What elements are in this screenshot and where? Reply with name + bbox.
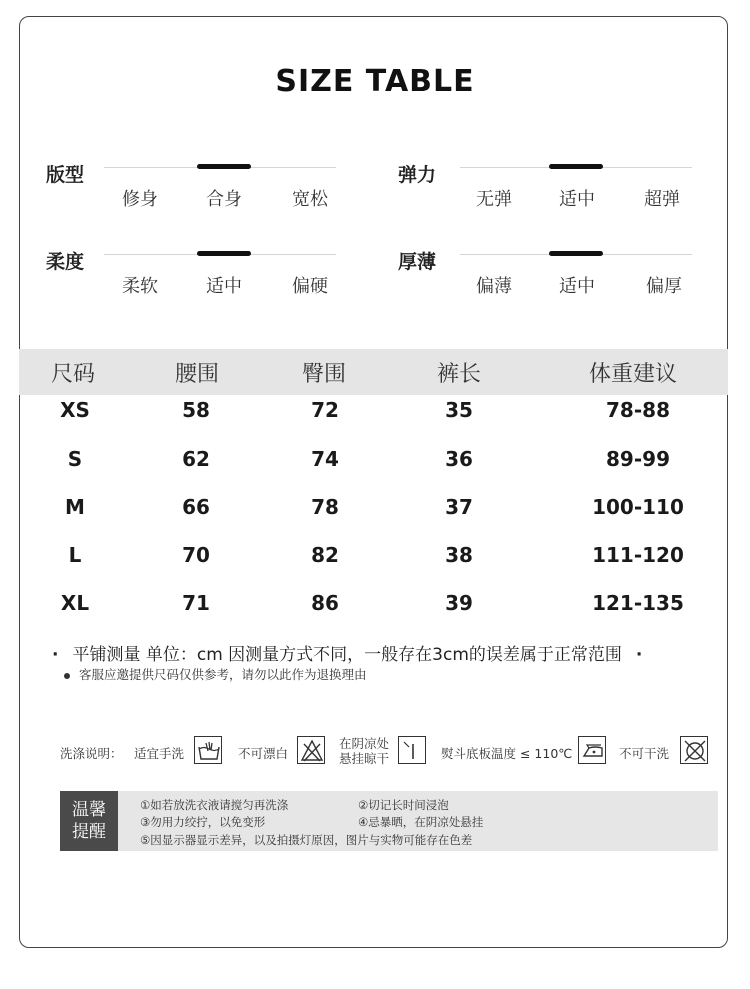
- scale-option: 超弹: [644, 189, 680, 210]
- attribute-name: 弹力: [398, 164, 437, 186]
- tips-badge: [60, 791, 118, 851]
- tip-item: ②切记长时间浸泡: [358, 798, 449, 812]
- no-dry-clean-icon: [680, 736, 708, 764]
- header-hip: 臀围: [302, 362, 347, 387]
- scale-option: 偏厚: [646, 276, 682, 297]
- scale-option: 宽松: [292, 189, 328, 210]
- table-cell: 70: [182, 543, 210, 567]
- bullet-icon: [64, 673, 70, 679]
- table-cell: 100-110: [592, 495, 684, 519]
- page-title: SIZE TABLE: [275, 64, 475, 99]
- no-bleach-icon: [297, 736, 325, 764]
- service-note-text: 客服应邀提供尺码仅供参考，请勿以此作为退换理由: [79, 667, 367, 682]
- scale-marker: [197, 251, 251, 256]
- washing-text: 适宜手洗: [134, 746, 185, 761]
- attribute-elasticity: [398, 160, 718, 220]
- table-cell: 72: [311, 398, 339, 422]
- table-cell: 74: [311, 447, 339, 471]
- table-cell: 78-88: [606, 398, 670, 422]
- measure-note-text: 平铺测量 单位：cm 因测量方式不同，一般存在3cm的误差属于正常范围: [72, 645, 622, 665]
- table-cell: 39: [445, 591, 473, 615]
- attribute-name: 厚薄: [398, 251, 437, 273]
- table-cell: 86: [311, 591, 339, 615]
- line-dry-shade-icon: [398, 736, 426, 764]
- table-cell: XL: [60, 591, 90, 615]
- table-cell: 36: [445, 447, 473, 471]
- tip-item: ④忌暴晒，在阴凉处悬挂: [358, 815, 484, 829]
- scale-marker: [549, 251, 603, 256]
- attribute-fit: [46, 160, 366, 220]
- scale-option: 合身: [206, 189, 242, 210]
- scale-option: 适中: [559, 276, 595, 297]
- scale-option: 偏硬: [292, 276, 328, 297]
- washing-text: 在阴凉处 悬挂晾干: [339, 736, 390, 766]
- header-waist: 腰围: [175, 362, 220, 387]
- washing-text: 不可漂白: [238, 746, 289, 761]
- hand-wash-icon: [194, 736, 222, 764]
- table-cell: S: [67, 447, 83, 471]
- washing-text: 不可干洗: [619, 746, 670, 761]
- tip-item: ⑤因显示器显示差异，以及拍摄灯原因，图片与实物可能存在色差: [140, 833, 473, 847]
- table-cell: 66: [182, 495, 210, 519]
- measure-note: [52, 640, 642, 665]
- tips-badge-line: 温馨: [72, 800, 106, 820]
- scale-option: 偏薄: [476, 276, 512, 297]
- tip-item: ①如若放洗衣液请搅匀再洗涤: [140, 798, 289, 812]
- table-cell: 62: [182, 447, 210, 471]
- table-cell: 37: [445, 495, 473, 519]
- scale-option: 柔软: [122, 276, 158, 297]
- tip-item: ③勿用力绞拧，以免变形: [140, 815, 266, 829]
- note-dot: ·: [52, 645, 59, 665]
- table-cell: 35: [445, 398, 473, 422]
- note-dot: ·: [635, 645, 643, 665]
- scale-option: 无弹: [476, 189, 512, 210]
- table-cell: 111-120: [592, 543, 684, 567]
- table-cell: L: [68, 543, 82, 567]
- header-size: 尺码: [51, 362, 96, 387]
- table-cell: 121-135: [592, 591, 684, 615]
- table-cell: 78: [311, 495, 339, 519]
- washing-label: 洗涤说明：: [60, 746, 123, 761]
- scale-option: 适中: [206, 276, 242, 297]
- header-length: 裤长: [437, 362, 482, 387]
- attribute-name: 版型: [46, 164, 85, 186]
- table-cell: M: [65, 495, 85, 519]
- tips-badge-line: 提醒: [72, 822, 106, 842]
- scale-option: 适中: [559, 189, 595, 210]
- table-cell: 38: [445, 543, 473, 567]
- attribute-thickness: [398, 247, 718, 307]
- table-cell: 58: [182, 398, 210, 422]
- table-cell: 89-99: [606, 447, 670, 471]
- table-cell: 82: [311, 543, 339, 567]
- washing-text: 熨斗底板温度 ≤ 110℃: [441, 746, 573, 761]
- table-cell: XS: [60, 398, 90, 422]
- scale-marker: [197, 164, 251, 169]
- attribute-softness: [46, 247, 366, 307]
- header-weight: 体重建议: [589, 362, 678, 387]
- table-cell: 71: [182, 591, 210, 615]
- scale-marker: [549, 164, 603, 169]
- attribute-name: 柔度: [46, 251, 85, 273]
- scale-option: 修身: [122, 189, 158, 210]
- iron-low-icon: [578, 736, 606, 764]
- service-note: [64, 665, 367, 683]
